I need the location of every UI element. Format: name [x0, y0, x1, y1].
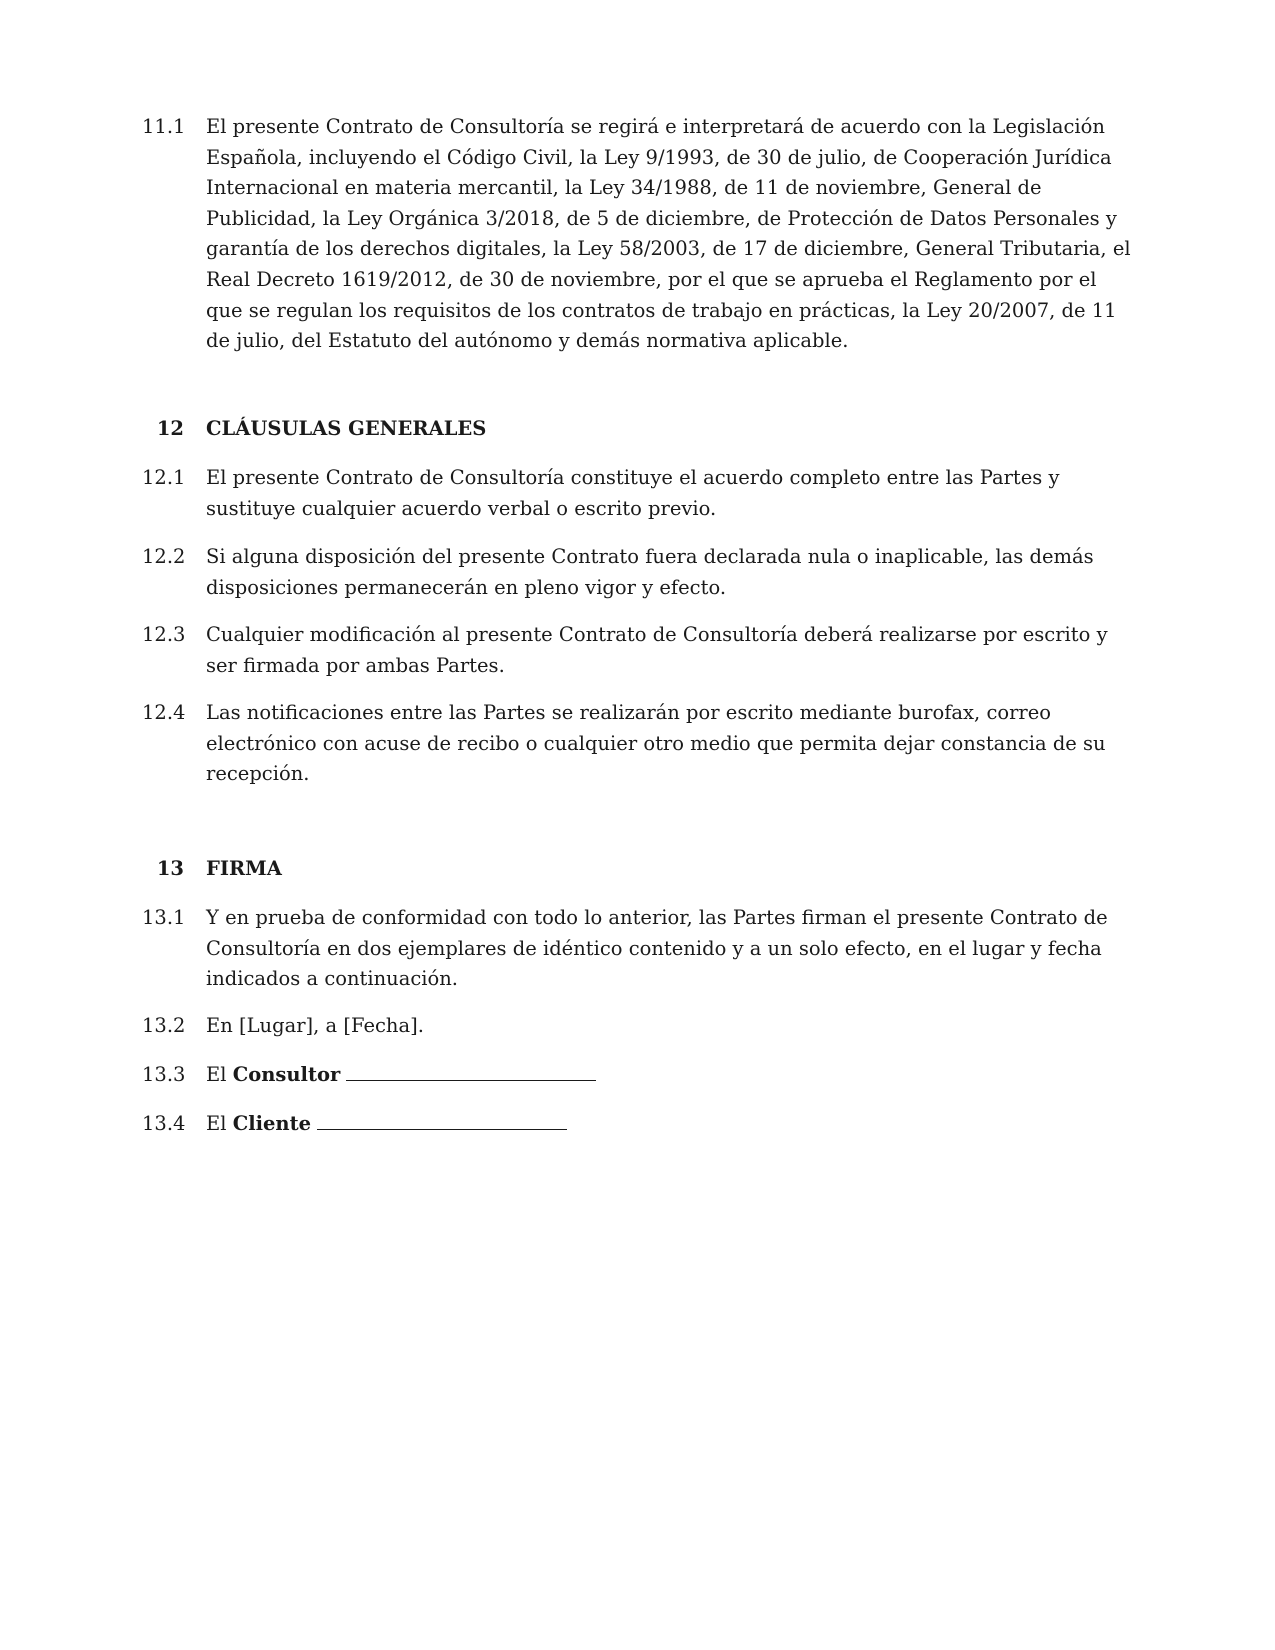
clause-number: 13.1	[142, 906, 186, 929]
signature-party: Consultor	[232, 1063, 341, 1086]
clause-number: 12.2	[142, 545, 186, 568]
signature-line-row	[206, 1109, 1132, 1140]
clause-number: 13.2	[142, 1014, 186, 1037]
clause-13-2	[142, 1011, 1132, 1042]
clause-text: Y en prueba de conformidad con todo lo anterior, las Partes firman el presente Contrato de Consultoría en dos ejemplares de idéntico contenido y a un solo efecto, en el lugar y fecha indicados a continuación.	[206, 906, 1108, 991]
signature-cliente	[142, 1109, 1132, 1140]
clause-text: En [Lugar], a [Fecha].	[206, 1014, 424, 1037]
signature-consultor	[142, 1060, 1132, 1091]
clause-number: 12.1	[142, 466, 186, 489]
clause-text: Cualquier modificación al presente Contrato de Consultoría deberá realizarse por escrito y ser firmada por ambas Partes.	[206, 623, 1108, 677]
signature-line-row	[206, 1060, 1132, 1091]
clause-text: Las notificaciones entre las Partes se realizarán por escrito mediante burofax, correo electrónico con acuse de recibo o cualquier otro medio que permita dejar constancia de su recepción.	[206, 701, 1106, 786]
section-title: FIRMA	[206, 857, 282, 880]
clause-13-1	[142, 903, 1132, 995]
clause-number: 11.1	[142, 115, 186, 138]
clause-12-4	[142, 698, 1132, 790]
clause-number: 12.3	[142, 623, 186, 646]
signature-blank-cliente[interactable]	[317, 1109, 567, 1130]
section-heading-12	[142, 414, 1132, 444]
clause-number: 13.3	[142, 1063, 186, 1086]
clause-text: El presente Contrato de Consultoría se regirá e interpretará de acuerdo con la Legislación Española, incluyendo el Código Civil, la Ley 9/1993, de 30 de julio, de Cooperación Jurídica Internacional en materia mercantil, la Ley 34/1988, de 11 de noviembre, General de Publicidad, la Ley Orgánica 3/2018, de 5 de diciembre, de Protección de Datos Personales y garantía de los derechos digitales, la Ley 58/2003, de 17 de diciembre, General Tributaria, el Real Decreto 1619/2012, de 30 de noviembre, por el que se aprueba el Reglamento por el que se regulan los requisitos de los contratos de trabajo en prácticas, la Ley 20/2007, de 11 de julio, del Estatuto del autónomo y demás normativa aplicable.	[206, 115, 1131, 353]
clause-12-1	[142, 463, 1132, 524]
clause-number: 13.4	[142, 1112, 186, 1135]
clause-number: 12.4	[142, 701, 186, 724]
signature-prefix: El	[206, 1112, 227, 1135]
clause-12-3	[142, 620, 1132, 681]
section-heading-13	[142, 854, 1132, 884]
clause-text: El presente Contrato de Consultoría constituye el acuerdo completo entre las Partes y sustituye cualquier acuerdo verbal o escrito previo.	[206, 466, 1060, 520]
section-number: 12	[156, 417, 184, 440]
signature-blank-consultor[interactable]	[346, 1060, 596, 1081]
signature-prefix: El	[206, 1063, 227, 1086]
clause-text: Si alguna disposición del presente Contrato fuera declarada nula o inaplicable, las demás disposiciones permanecerán en pleno vigor y efecto.	[206, 545, 1094, 599]
clause-12-2	[142, 542, 1132, 603]
signature-party: Cliente	[232, 1112, 312, 1135]
section-title: CLÁUSULAS GENERALES	[206, 417, 487, 440]
section-number: 13	[156, 857, 184, 880]
clause-11-1	[142, 112, 1132, 357]
